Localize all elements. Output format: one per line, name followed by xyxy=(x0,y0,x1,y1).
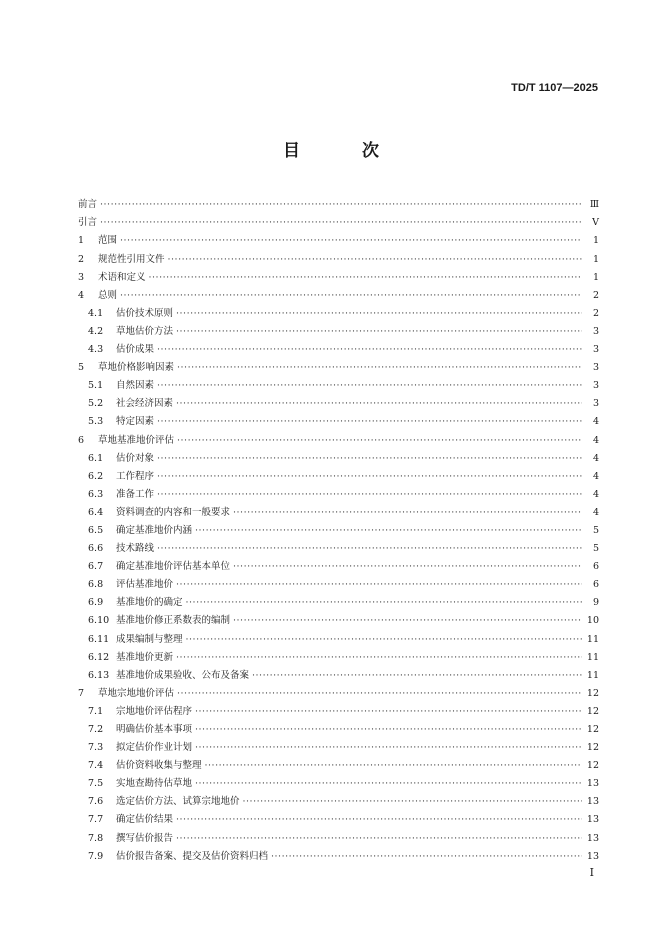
toc-entry-page: 13 xyxy=(586,796,599,808)
toc-entry-number: 4 xyxy=(78,289,85,301)
toc-entry-page: 6 xyxy=(592,561,599,573)
page-number: Ⅰ xyxy=(589,866,594,879)
toc-entry[interactable] xyxy=(78,359,599,377)
toc-entry-label: 估价技术原则 xyxy=(116,307,174,319)
toc-entry[interactable] xyxy=(78,232,599,250)
toc-entry-label: 选定估价方法、试算宗地地价 xyxy=(116,796,240,808)
toc-entry[interactable] xyxy=(78,721,599,739)
toc-entry-page: 4 xyxy=(592,416,599,428)
toc-entry-number: 6.2 xyxy=(88,470,104,482)
toc-entry-page: 13 xyxy=(586,814,599,826)
toc-dot-leader xyxy=(176,815,582,825)
toc-entry-page: 3 xyxy=(592,344,599,356)
toc-entry-number: 2 xyxy=(78,253,85,265)
toc-entry-page: 11 xyxy=(586,651,599,663)
toc-dot-leader xyxy=(176,834,582,844)
toc-entry-page: 12 xyxy=(586,742,599,754)
toc-entry[interactable] xyxy=(78,648,599,666)
toc-entry-label: 成果编制与整理 xyxy=(116,633,183,645)
toc-entry-number: 4.1 xyxy=(88,307,104,319)
toc-entry-page: 4 xyxy=(592,506,599,518)
toc-entry-label: 范围 xyxy=(98,235,118,247)
toc-entry-page: 5 xyxy=(592,543,599,555)
toc-entry-label: 实地查勘待估草地 xyxy=(116,778,193,790)
toc-dot-leader xyxy=(195,526,582,536)
toc-entry-label: 前言 xyxy=(78,199,98,211)
toc-dot-leader xyxy=(100,200,582,210)
toc-entry[interactable] xyxy=(78,214,599,232)
toc-entry[interactable] xyxy=(78,268,599,286)
toc-entry[interactable] xyxy=(78,540,599,558)
toc-entry-number: 5.3 xyxy=(88,416,104,428)
toc-entry-label: 拟定估价作业计划 xyxy=(116,742,193,754)
toc-entry-page: 1 xyxy=(592,253,599,265)
toc-entry[interactable] xyxy=(78,558,599,576)
toc-dot-leader xyxy=(177,689,582,699)
toc-entry[interactable] xyxy=(78,594,599,612)
toc-entry-page: Ⅲ xyxy=(589,199,599,211)
toc-dot-leader xyxy=(149,273,582,283)
toc-entry[interactable] xyxy=(78,703,599,721)
toc-entry-number: 6.10 xyxy=(88,615,110,627)
toc-entry-label: 估价资料收集与整理 xyxy=(116,760,202,772)
toc-entry[interactable] xyxy=(78,504,599,522)
toc-entry-number: 5.2 xyxy=(88,398,104,410)
toc-dot-leader xyxy=(157,454,582,464)
toc-entry[interactable] xyxy=(78,793,599,811)
toc-entry[interactable] xyxy=(78,467,599,485)
toc-entry-label: 评估基准地价 xyxy=(116,579,174,591)
toc-dot-leader xyxy=(195,725,582,735)
toc-entry-number: 7.6 xyxy=(88,796,104,808)
toc-entry-number: 7.1 xyxy=(88,705,104,717)
toc-dot-leader xyxy=(157,381,582,391)
toc-entry-number: 7.9 xyxy=(88,850,104,862)
toc-dot-leader xyxy=(243,797,582,807)
toc-entry-number: 6 xyxy=(78,434,85,446)
toc-entry[interactable] xyxy=(78,286,599,304)
toc-entry-label: 确定基准地价内涵 xyxy=(116,524,193,536)
toc-entry-page: 12 xyxy=(586,705,599,717)
toc-entry-page: Ⅴ xyxy=(592,217,599,229)
toc-dot-leader xyxy=(176,653,582,663)
toc-entry-page: 3 xyxy=(592,398,599,410)
toc-entry-page: 10 xyxy=(586,615,599,627)
toc-entry-page: 12 xyxy=(586,687,599,699)
toc-dot-leader xyxy=(252,671,582,681)
toc-dot-leader xyxy=(271,852,582,862)
toc-entry[interactable] xyxy=(78,666,599,684)
toc-entry-page: 2 xyxy=(592,307,599,319)
toc-entry-page: 11 xyxy=(586,669,599,681)
toc-entry-label: 总则 xyxy=(98,289,118,301)
toc-dot-leader xyxy=(157,345,582,355)
toc-entry[interactable] xyxy=(78,341,599,359)
page-title: 目 次 xyxy=(283,141,407,161)
toc-entry-page: 3 xyxy=(592,380,599,392)
standard-code: TD/T 1107—2025 xyxy=(511,82,598,94)
toc-dot-leader xyxy=(157,417,582,427)
toc-entry[interactable] xyxy=(78,413,599,431)
toc-entry-number: 6.1 xyxy=(88,452,104,464)
toc-entry-page: 12 xyxy=(586,724,599,736)
toc-entry[interactable] xyxy=(78,829,599,847)
toc-entry-number: 6.6 xyxy=(88,543,104,555)
toc-entry-page: 4 xyxy=(592,452,599,464)
toc-dot-leader xyxy=(100,218,582,228)
toc-entry-label: 草地估价方法 xyxy=(116,325,174,337)
toc-dot-leader xyxy=(176,327,582,337)
toc-entry-number: 5 xyxy=(78,362,85,374)
toc-dot-leader xyxy=(177,436,582,446)
toc-entry-label: 规范性引用文件 xyxy=(98,253,165,265)
toc-entry-label: 自然因素 xyxy=(116,380,155,392)
toc-entry[interactable] xyxy=(78,486,599,504)
toc-entry[interactable] xyxy=(78,323,599,341)
toc-dot-leader xyxy=(195,779,582,789)
toc-entry-page: 11 xyxy=(586,633,599,645)
toc-entry-number: 4.2 xyxy=(88,325,104,337)
toc-dot-leader xyxy=(120,236,582,246)
toc-entry[interactable] xyxy=(78,522,599,540)
toc-dot-leader xyxy=(177,363,582,373)
toc-entry[interactable] xyxy=(78,630,599,648)
toc-entry-label: 估价对象 xyxy=(116,452,155,464)
toc-entry[interactable] xyxy=(78,847,599,865)
toc-dot-leader xyxy=(176,399,582,409)
toc-dot-leader xyxy=(176,309,582,319)
toc-entry-number: 6.12 xyxy=(88,651,110,663)
table-of-contents xyxy=(78,196,599,865)
toc-entry-number: 1 xyxy=(78,235,85,247)
toc-entry[interactable] xyxy=(78,612,599,630)
toc-entry-number: 7.8 xyxy=(88,832,104,844)
toc-dot-leader xyxy=(195,707,582,717)
toc-entry-number: 6.8 xyxy=(88,579,104,591)
toc-entry-label: 确定估价结果 xyxy=(116,814,174,826)
toc-entry-page: 9 xyxy=(592,597,599,609)
toc-entry-label: 特定因素 xyxy=(116,416,155,428)
toc-entry-page: 6 xyxy=(592,579,599,591)
toc-entry[interactable] xyxy=(78,305,599,323)
toc-entry-label: 基准地价成果验收、公布及备案 xyxy=(116,669,250,681)
toc-entry[interactable] xyxy=(78,395,599,413)
toc-dot-leader xyxy=(176,580,582,590)
toc-entry-page: 12 xyxy=(586,760,599,772)
toc-entry-page: 1 xyxy=(592,271,599,283)
toc-dot-leader xyxy=(120,291,582,301)
toc-entry[interactable] xyxy=(78,431,599,449)
toc-dot-leader xyxy=(168,255,582,265)
toc-entry-label: 社会经济因素 xyxy=(116,398,174,410)
toc-dot-leader xyxy=(233,616,582,626)
toc-dot-leader xyxy=(157,544,582,554)
toc-entry-page: 13 xyxy=(586,832,599,844)
toc-entry-page: 2 xyxy=(592,289,599,301)
toc-entry-page: 3 xyxy=(592,325,599,337)
toc-entry-number: 6.7 xyxy=(88,561,104,573)
toc-dot-leader xyxy=(157,472,582,482)
toc-entry-label: 工作程序 xyxy=(116,470,155,482)
toc-entry[interactable] xyxy=(78,449,599,467)
toc-entry-page: 3 xyxy=(592,362,599,374)
toc-entry-label: 资料调查的内容和一般要求 xyxy=(116,506,231,518)
toc-entry-label: 草地价格影响因素 xyxy=(98,362,175,374)
toc-entry[interactable] xyxy=(78,739,599,757)
toc-entry-page: 4 xyxy=(592,470,599,482)
toc-entry-label: 基准地价修正系数表的编制 xyxy=(116,615,231,627)
toc-entry-number: 6.13 xyxy=(88,669,110,681)
toc-entry-number: 7.4 xyxy=(88,760,104,772)
toc-entry-page: 5 xyxy=(592,524,599,536)
toc-entry-number: 7.2 xyxy=(88,724,104,736)
toc-dot-leader xyxy=(233,508,582,518)
toc-entry-number: 7.7 xyxy=(88,814,104,826)
toc-entry-label: 确定基准地价评估基本单位 xyxy=(116,561,231,573)
toc-entry[interactable] xyxy=(78,250,599,268)
toc-entry-label: 宗地地价评估程序 xyxy=(116,705,193,717)
toc-entry-label: 术语和定义 xyxy=(98,271,146,283)
toc-entry-label: 估价报告备案、提交及估价资料归档 xyxy=(116,850,269,862)
toc-entry-label: 草地基准地价评估 xyxy=(98,434,175,446)
toc-entry[interactable] xyxy=(78,377,599,395)
toc-dot-leader xyxy=(186,635,582,645)
toc-entry-page: 13 xyxy=(586,850,599,862)
toc-entry[interactable] xyxy=(78,685,599,703)
toc-dot-leader xyxy=(233,562,582,572)
toc-entry-number: 5.1 xyxy=(88,380,104,392)
toc-entry-page: 13 xyxy=(586,778,599,790)
toc-entry-number: 4.3 xyxy=(88,344,104,356)
toc-entry-number: 7.5 xyxy=(88,778,104,790)
toc-entry-label: 草地宗地地价评估 xyxy=(98,687,175,699)
toc-entry-number: 6.3 xyxy=(88,488,104,500)
toc-entry-label: 技术路线 xyxy=(116,543,155,555)
toc-entry-page: 1 xyxy=(592,235,599,247)
toc-entry-number: 3 xyxy=(78,271,85,283)
toc-entry-label: 基准地价的确定 xyxy=(116,597,183,609)
toc-entry-page: 4 xyxy=(592,488,599,500)
toc-entry-page: 4 xyxy=(592,434,599,446)
toc-entry-number: 6.4 xyxy=(88,506,104,518)
toc-dot-leader xyxy=(157,490,582,500)
toc-entry-label: 引言 xyxy=(78,217,98,229)
toc-entry-label: 准备工作 xyxy=(116,488,155,500)
toc-entry[interactable] xyxy=(78,576,599,594)
toc-entry[interactable] xyxy=(78,757,599,775)
toc-dot-leader xyxy=(186,598,582,608)
toc-entry-label: 基准地价更新 xyxy=(116,651,174,663)
toc-entry-number: 6.5 xyxy=(88,524,104,536)
toc-entry-label: 明确估价基本事项 xyxy=(116,724,193,736)
toc-entry-number: 7 xyxy=(78,687,85,699)
toc-dot-leader xyxy=(205,761,582,771)
toc-entry[interactable] xyxy=(78,811,599,829)
toc-entry[interactable] xyxy=(78,196,599,214)
toc-entry-label: 撰写估价报告 xyxy=(116,832,174,844)
toc-entry[interactable] xyxy=(78,775,599,793)
toc-entry-label: 估价成果 xyxy=(116,344,155,356)
toc-entry-number: 6.9 xyxy=(88,597,104,609)
toc-entry-number: 6.11 xyxy=(88,633,110,645)
toc-dot-leader xyxy=(195,743,582,753)
toc-entry-number: 7.3 xyxy=(88,742,104,754)
